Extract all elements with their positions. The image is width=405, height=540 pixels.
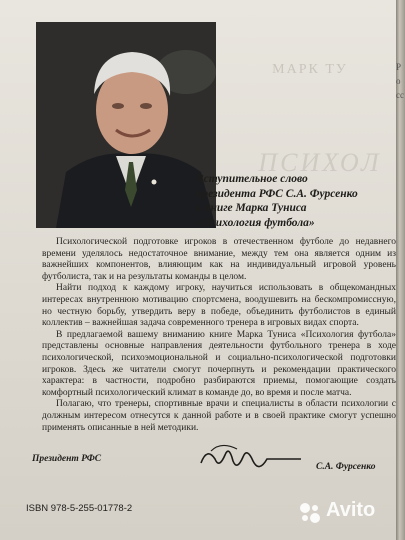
avito-logo-icon [298, 501, 322, 525]
intro-line: Вступительное слово [196, 173, 308, 185]
isbn-number: ISBN 978-5-255-01778-2 [26, 503, 133, 514]
paragraph: Полагаю, что тренеры, спортивные врачи и специалисты в области психологии с должным интересом отнесутся к данной работе и в своей практике смогут успешно применять описанные в ней методики. [42, 399, 396, 433]
facing-page-text: Росс [396, 62, 404, 100]
signature-title: Президент РФС [32, 454, 102, 464]
signatory-name: С.А. Фурсенко [316, 462, 376, 472]
intro-line: к книге Марка Туниса [196, 202, 307, 214]
paragraph: Найти подход к каждому игроку, научиться использовать в общекомандных интересах внутреннюю мотивацию спортсмена, воодушевить на бескомпромиссную, но честную борьбу, утвердить веру в победе, объединить футболистов в единый коллектив – важнейшая задача современного тренера в игровых видах спорта. [42, 283, 396, 329]
intro-heading [196, 172, 386, 230]
foreword-body [42, 237, 396, 434]
author-portrait-photo [36, 22, 216, 228]
portrait-illustration [36, 22, 216, 228]
bleed-through-header: МАРК ТУ [272, 62, 348, 77]
intro-line: «Психология футбола» [196, 216, 315, 229]
intro-line: президента РФС С.А. Фурсенко [196, 187, 358, 200]
paragraph: В предлагаемой вашему вниманию книге Марка Туниса «Психология футбола» представлены основные направления деятельности футбольного тренера в ходе психологической, психоэмоциональной и социально-психологической подготовки игроков. Здесь же читатели смогут почерпнуть и рекомендации практического характера: в частности, подробно разбираются приемы, помогающие создать комфортный психологический климат в команде до, во время и после матча. [42, 329, 396, 398]
bleed-through-title: ПСИХОЛ [258, 148, 382, 177]
paragraph: Психологической подготовке игроков в отечественном футболе до недавнего времени уделялось недостаточное внимание, между тем она является одним из важнейших компонентов, влияющим как на индивидуальный игровой уровень футболиста, так и на результаты команды в целом. [42, 237, 396, 282]
handwritten-signature [197, 437, 307, 477]
facing-page-edge [396, 0, 405, 540]
avito-watermark: Avito [326, 499, 376, 521]
